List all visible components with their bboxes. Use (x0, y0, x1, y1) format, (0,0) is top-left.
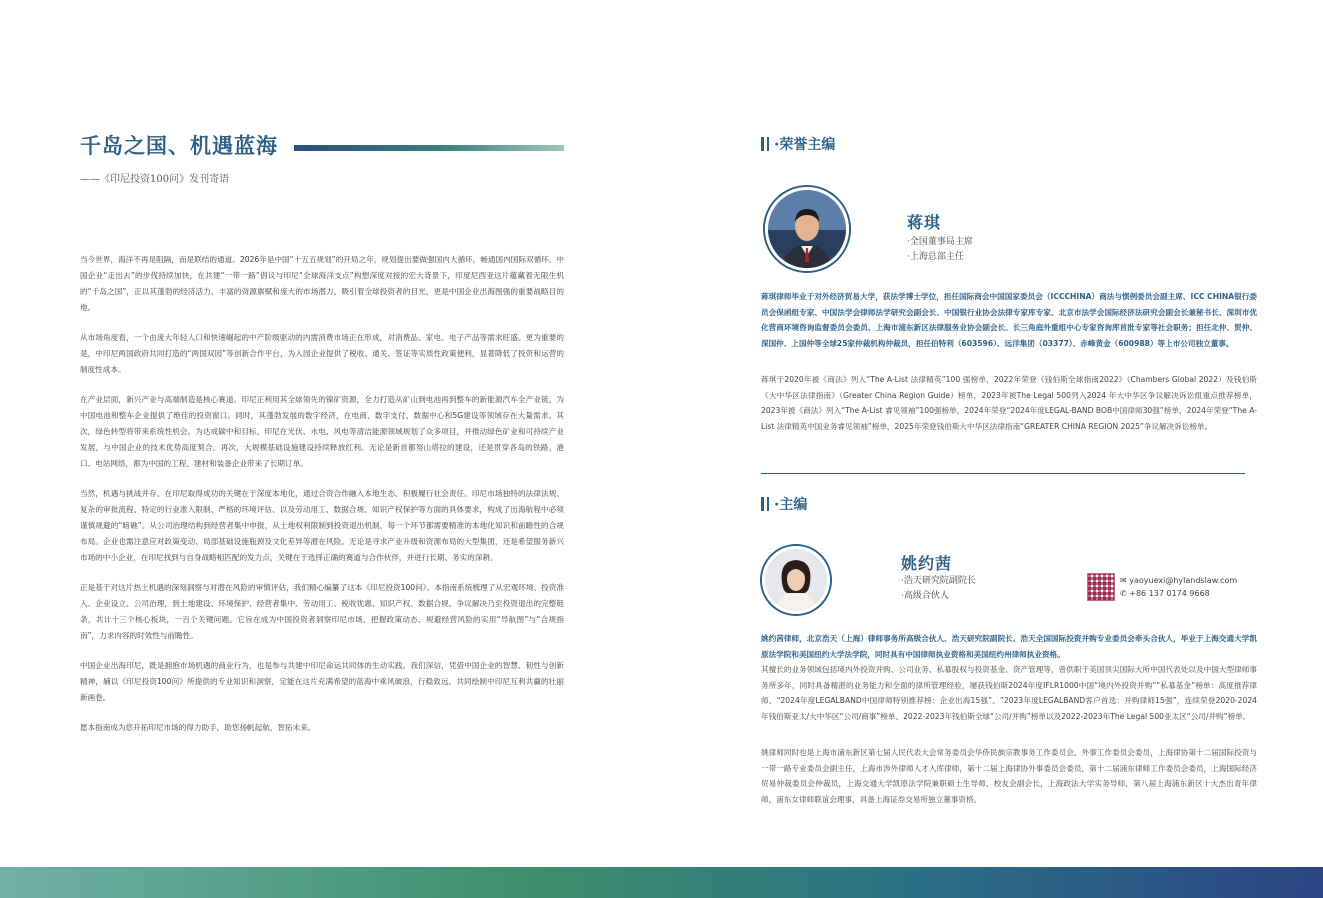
avatar-honorary-editor (765, 187, 849, 271)
editor-phone: +86 137 0174 9668 (1129, 589, 1210, 598)
editor-email: yaoyuexi@hylandslaw.com (1129, 576, 1238, 585)
section-title: ·主编 (774, 497, 808, 513)
editor-section (761, 493, 1257, 515)
paragraph: 当今世界，海洋不再是阻隔，而是联结的通道。2026年是中国“十五五规划”的开局之年，规划提出要做强国内大循环，畅通国内国际双循环。中国企业“走出去”的步伐持续加快，在共建“一带一路”倡议与印尼“全球海洋支点”构想深度对接的宏大背景下，印度尼西亚这片蕴藏着无限生机的“千岛之国”，正以其蓬勃的经济活力、丰富的资源禀赋和庞大的市场潜力，吸引着全球投资者的目光，更是中国企业出海图强的重要战略目的地。 (80, 255, 564, 312)
title-accent-bar (294, 145, 564, 151)
section-heading (761, 133, 1257, 155)
section-divider (761, 473, 1245, 474)
heading-marker (761, 137, 764, 151)
editor-bio: 其擅长的业务领域包括境内外投资并购、公司业务、私募股权与投资基金、资产管理等，曾供职于美国顶尖国际大所中国代表处以及中国大型律师事务所多年，同时具备精湛的业务能力和全面的律所管理经验，屡获钱伯斯2024年度IFLR1000中国“境内外投资并购”“私募基金”榜单：高度推荐律师、“2024年度LEGALBAND中国律师特别推荐榜：企业出海15强”、“2023年度LEGALBAND客户首选：并购律师15强”，连续荣登2020-2024年钱伯斯亚太/大中华区“公司/商事”榜单、2022-2023年钱伯斯全球“公司/并购”榜单以及2022-2023年The Legal 500亚太区“公司/并购”榜单。 (761, 665, 1257, 721)
paragraph: 在产业层面，新兴产业与高端制造是核心赛道。印尼正利用其全球领先的镍矿资源，全力打造从矿山到电池再到整车的新能源汽车全产业链，为中国电池和整车企业提供了绝佳的投资窗口。同时，其蓬勃发展的数字经济，在电商、数字支付、数据中心和5G建设等领域存在大量需求。其次，绿色转型将带来系统性机会。为达成碳中和目标，印尼在光伏、水电、风电等清洁能源领域规划了众多项目，并推动绿色矿业和可持续产业发展，与中国企业的技术优势高度契合。再次，大规模基础设施建设持续释放红利。无论是新首都努山塔拉的建设，还是贯穿各岛的铁路、港口、电站网络，都为中国的工程、建材和装备企业带来了长期订单。 (80, 395, 564, 468)
avatar-editor (762, 546, 830, 614)
title-row (80, 130, 564, 164)
email-row (1120, 574, 1237, 587)
section-heading (761, 493, 1257, 515)
heading-marker (767, 137, 769, 151)
honorary-editor-section (761, 133, 1257, 155)
heading-marker (767, 497, 769, 511)
paragraph: 中国企业出海印尼，既是拥抱市场机遇的商业行为，也是参与共建中印尼命运共同体的生动实践。我们深信，凭借中国企业的智慧、韧性与创新精神，辅以《印尼投资100问》所提供的专业知识和洞察，定能在这片充满希望的蓝海中乘风破浪，行稳致远，共同绘制中印尼互利共赢的壮丽新画卷。 (80, 661, 564, 702)
phone-row (1120, 587, 1237, 600)
editor-name: 姚约茜 (901, 554, 953, 573)
paragraph: 从市场角度看，一个由庞大年轻人口和快速崛起的中产阶级驱动的内需消费市场正在形成，对消费品、家电、电子产品等需求旺盛。更为重要的是，中印尼两国政府共同打造的“两国双园”等创新合作平台，为入园企业提供了税收、通关、签证等实质性政策便利，显著降低了投资和运营的制度性成本。 (80, 333, 564, 374)
paragraph: 愿本指南成为您开拓印尼市场的得力助手，助您扬帆起航，智拓未来。 (80, 723, 316, 732)
title-line: ·全国董事局主席 (907, 237, 973, 247)
honorary-editor-titles (907, 235, 973, 265)
mail-icon: ✉ (1120, 576, 1130, 585)
paragraph: 正是基于对这片热土机遇的深刻洞察与对潜在风险的审慎评估，我们精心编纂了这本《印尼投资100问》。本指南系统梳理了从宏观环境、投资准入、企业设立、公司治理，到土地建设、环境保护、经营者集中、劳动用工、税收优惠、知识产权、数据合规、争议解决乃至投资退出的完整链条，共计十三个核心板块，一百个关键问题。它旨在成为中国投资者洞察印尼市场、把握政策动态、规避经营风险的实用“导航图”与“合规指南”，力求内容的时效性与前瞻性。 (80, 583, 564, 640)
paragraph: 当然，机遇与挑战并存。在印尼取得成功的关键在于深度本地化，通过合资合作融入本地生态、积极履行社会责任。印尼市场独特的法律法规、复杂的审批流程、特定的行业准入限制、严格的环境评估、以及劳动用工、数据合规、知识产权保护等方面的具体要求，构成了出海航程中必须谨慎规避的“暗礁”。从公司治理结构到经营者集中申报，从土地权利限制到投资退出机制，每一个环节都需要精准的本地化知识和前瞻性的合规布局。企业也需注意应对政策变动、局部基础设施瓶颈及文化差异等潜在风险。无论是寻求产业升级和资源布局的大型集团，还是希望服务新兴市场的中小企业，在印尼找到与自身战略相匹配的发力点，关键在于选择正确的赛道与合作伙伴，并进行长期、务实的深耕。 (80, 489, 564, 562)
honorary-editor-bio-highlight: 蒋琪律师毕业于对外经济贸易大学，获法学博士学位，担任国际商会中国国家委员会（ICCCHINA）商法与惯例委员会副主席、ICC CHINA银行委员会保函组专家、中国法学会律师法学研究会副会长、中国银行业协会法律专家库专家、北京市法学会国际经济法研究会副会长兼秘书长、深圳市优化营商环境咨询监督委员会委员、上海市浦东新区法律服务业协会副会长、长三角庭外重组中心专家咨询库首批专家等社会职务；担任北仲、贸仲、深国仲、上国仲等全球25家仲裁机构仲裁员，担任伯特利（603596）、远洋集团（03377）、赤峰黄金（600988）等上市公司独立董事。 (761, 292, 1257, 348)
honorary-editor-bio: 蒋琪于2020年被《商法》列入“The A-List 法律精英”100 强榜单，2022年荣登《钱伯斯全球指南2022》（Chambers Global 2022）及钱伯斯《大中华区法律指南》（Greater China Region Guide）榜单，2023年被The Legal 500列入2024 年大中华区争议解决诉讼组重点推荐榜单，2023年被《商法》列入“The A-List 睿见领袖”100强榜单，2024年荣登“2024年度LEGAL-BAND BOB中国律师30强”榜单，2024年荣登“The A-List 法律精英中国业务睿见领袖”榜单，2025年荣登钱伯斯大中华区法律指南“GREATER CHINA REGION 2025”争议解决诉讼榜单。 (761, 375, 1257, 431)
section-title: ·荣誉主编 (774, 137, 836, 153)
title-line: ·上海总部主任 (907, 252, 964, 262)
editor-bio-highlight: 姚约茜律师，北京浩天（上海）律师事务所高级合伙人、浩天研究院副院长、浩天全国国际投资并购专业委员会牵头合伙人，毕业于上海交通大学凯原法学院和美国纽约大学法学院，同时具有中国律师执业资格和美国纽约州律师执业资格。 (761, 634, 1257, 659)
editorial-body (80, 252, 564, 750)
honorary-editor-name: 蒋琪 (907, 213, 942, 232)
editor-bio: 姚律师同时也是上海市浦东新区第七届人民代表大会常务委员会华侨民族宗教事务工作委员会、外事工作委员会委员，上海律协第十二届国际投资与一带一路专业委员会副主任，上海市涉外律师人才入库律师，第十二届上海律协外事委员会委员，第十二届浦东律师工作委员会委员，上海国际经济贸易仲裁委员会仲裁员，上海交通大学凯原法学院兼职硕士生导师、校友会副会长，上海政法大学实务导师，第八届上海浦东新区十大杰出青年律师，浦东女律师联谊会理事，具备上海证券交易所独立董事资格。 (761, 748, 1257, 804)
page-title: 千岛之国、机遇蓝海 (80, 133, 278, 158)
title-line: ·浩天研究院副院长 (901, 576, 976, 586)
editor-contact (1120, 574, 1237, 600)
editorial-header (80, 130, 564, 185)
page-subtitle: ——《印尼投资100问》发刊寄语 (80, 174, 230, 185)
phone-icon: ✆ (1120, 589, 1130, 598)
heading-marker (761, 497, 764, 511)
qr-code (1087, 573, 1115, 601)
footer-gradient-band (0, 867, 1323, 898)
title-line: ·高级合伙人 (901, 591, 949, 601)
editor-titles (901, 574, 976, 604)
